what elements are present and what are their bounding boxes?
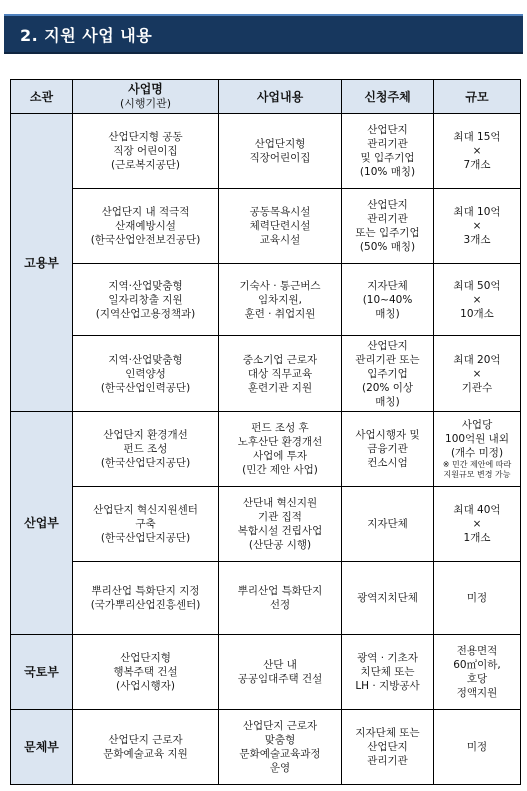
ministry-cell: 고용부 [11,114,73,412]
program-cell: 산업단지 환경개선 펀드 조성 (한국산업단지공단) [73,412,219,487]
applicant-cell: 산업단지 관리기관 및 입주기업 (10% 매칭) [342,114,434,189]
table-row [11,710,521,785]
program-cell: 산업단지형 행복주택 건설 (사업시행자) [73,635,219,710]
applicant-cell: 산업단지 관리기관 또는 입주기업 (50% 매칭) [342,189,434,264]
scale-cell: 최대 40억 × 1개소 [434,487,521,562]
content-cell: 뿌리산업 특화단지 선정 [219,562,342,635]
applicant-cell: 지자단체 [342,487,434,562]
scale-cell: 최대 15억 × 7개소 [434,114,521,189]
program-cell: 지역·산업맞춤형 일자리창출 지원 (지역산업고용정책과) [73,264,219,336]
table-row [11,189,521,264]
header-program-sub: (시행기관) [119,97,172,110]
content-cell: 기숙사 · 통근버스 임차지원, 훈련 · 취업지원 [219,264,342,336]
applicant-cell: 산업단지 관리기관 또는 입주기업 (20% 이상 매칭) [342,336,434,412]
content-cell: 산단내 혁신지원 기관 집적 복합시설 건립사업 (산단공 시행) [219,487,342,562]
table-row [11,412,521,487]
table-header-row [11,80,521,114]
applicant-cell: 사업시행자 및 금융기관 컨소시엄 [342,412,434,487]
table-row [11,635,521,710]
program-cell: 뿌리산업 특화단지 지정 (국가뿌리산업진흥센터) [73,562,219,635]
scale-cell: 최대 50억 × 10개소 [434,264,521,336]
content-cell: 중소기업 근로자 대상 직무교육 훈련기관 지원 [219,336,342,412]
scale-cell: 최대 20억 × 기관수 [434,336,521,412]
content-cell: 공동목욕시설 체력단련시설 교육시설 [219,189,342,264]
content-cell: 펀드 조성 후 노후산단 환경개선 사업에 투자 (민간 제안 사업) [219,412,342,487]
scale-cell: 미정 [434,710,521,785]
scale-cell [434,412,521,487]
applicant-cell: 지자단체 또는 산업단지 관리기관 [342,710,434,785]
applicant-cell: 광역지치단체 [342,562,434,635]
scale-cell: 미정 [434,562,521,635]
section-header [0,0,527,56]
ministry-cell: 문체부 [11,710,73,785]
table-row [11,487,521,562]
section-title-bar [4,14,523,54]
support-program-table [10,79,521,785]
header-scale: 규모 [434,80,521,114]
header-program-label: 사업명 [128,82,163,96]
ministry-cell: 산업부 [11,412,73,635]
table-row [11,336,521,412]
content-cell: 산업단지형 직장어린이집 [219,114,342,189]
header-ministry: 소관 [11,80,73,114]
program-cell: 산업단지 혁신지원센터 구축 (한국산업단지공단) [73,487,219,562]
program-cell: 산업단지형 공동 직장 어린이집 (근로복지공단) [73,114,219,189]
program-cell: 산업단지 근로자 문화예술교육 지원 [73,710,219,785]
table-row [11,562,521,635]
applicant-cell: 지자단체 (10~40% 매칭) [342,264,434,336]
scale-note: ※ 민간 제안에 따라 지원규모 변경 가능 [442,460,512,479]
section-title: 2. 지원 사업 내용 [20,25,153,45]
table-row [11,264,521,336]
applicant-cell: 광역 · 기초자 치단체 또는 LH · 지방공사 [342,635,434,710]
header-content: 사업내용 [219,80,342,114]
scale-cell: 전용면적 60㎡이하, 호당 정액지원 [434,635,521,710]
header-program [73,80,219,114]
ministry-cell: 국토부 [11,635,73,710]
program-cell: 지역·산업맞춤형 인력양성 (한국산업인력공단) [73,336,219,412]
scale-text: 사업당 100억원 내외 (개수 미정) [445,419,509,459]
header-applicant: 신청주체 [342,80,434,114]
content-cell: 산업단지 근로자 맞춤형 문화예술교육과정 운영 [219,710,342,785]
program-cell: 산업단지 내 적극적 산재예방시설 (한국산업안전보건공단) [73,189,219,264]
scale-cell: 최대 10억 × 3개소 [434,189,521,264]
table-row [11,114,521,189]
content-cell: 산단 내 공공임대주택 건설 [219,635,342,710]
